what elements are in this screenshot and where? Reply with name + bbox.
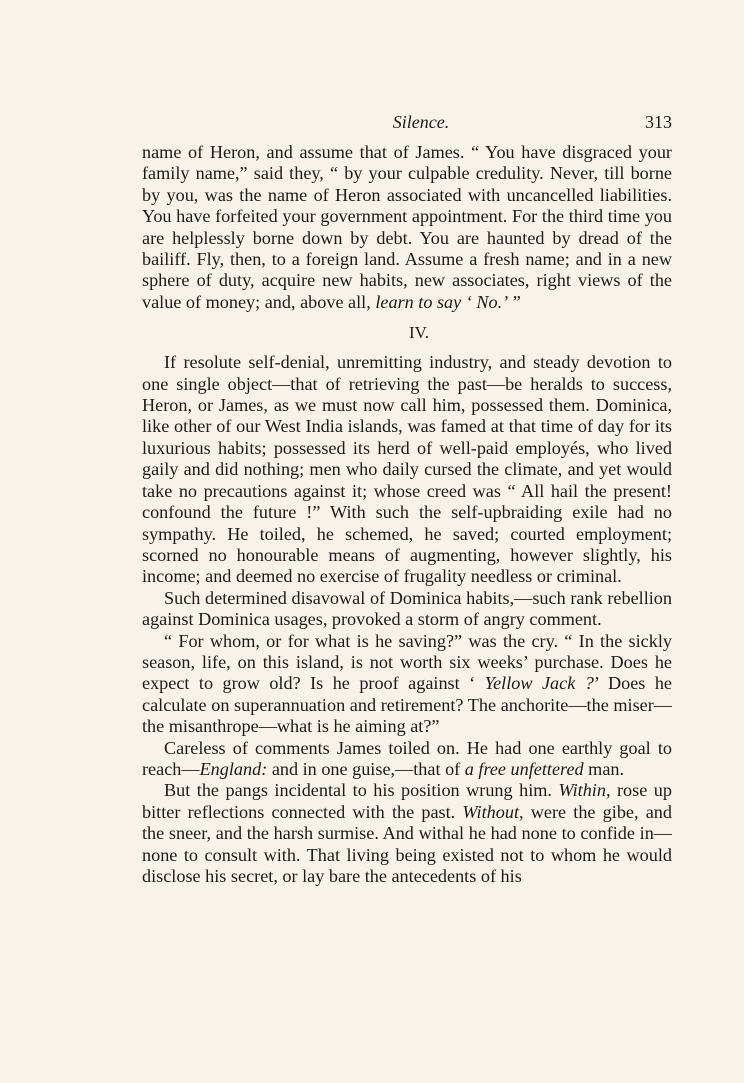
book-page [142, 112, 672, 887]
text-run: and in one guise,—that of [267, 758, 465, 779]
text-run: man. [583, 758, 625, 779]
text-run: Careless of comments James toiled on. He had one earthly goal to reach— [142, 737, 672, 779]
text-run: rose up bitter reflections connected with the past. [142, 780, 672, 822]
paragraph [142, 142, 672, 313]
paragraph [142, 780, 672, 887]
paragraph: If resolute self-denial, unremitting industry, and steady devotion to one single object—that of retrieving the past—be heralds to success, Heron, or James, as we must now call him, possessed them. Dominica, like other of our West India islands, was famed at that time of day for its luxurious habits; possessed its herd of well-paid employés, who lived gaily and did nothing; men who daily cursed the climate, and yet would take no precautions against it; whose creed was “ All hail the present! confound the future !” With such the self-upbraiding exile had no sympathy. He toiled, he schemed, he saved; courted employment; scorned no honourable means of augmenting, however slightly, his income; and deemed no exercise of frugality needless or criminal. [142, 352, 672, 587]
text-run: ” [508, 291, 521, 312]
page-number: 313 [645, 112, 672, 132]
text-run: ’ Does he calculate on superannuation and retirement? The anchorite—the miser—the misanthrope—what is he aiming at?” [142, 673, 672, 737]
italic-run: Without, [462, 801, 524, 822]
running-head [142, 112, 672, 142]
text-run: were the gibe, and the sneer, and the harsh surmise. And withal he had none to confide in—none to consult with. That living being existed not to whom he would disclose his secret, or lay bare the antecedents of his [142, 801, 672, 886]
italic-run: England: [199, 758, 268, 779]
italic-run: a free unfettered [464, 758, 584, 779]
running-title: Silence. [392, 112, 450, 132]
text-run: name of Heron, and assume that of James. “ You have disgraced your family name,” said they, “ by your culpable credulity. Never, till borne by you, was the name of Heron associated with uncancelled liabilities. You have forfeited your government appointment. For the third time you are helplessly borne down by debt. You are haunted by dread of the bailiff. Fly, then, to a foreign land. Assume a fresh name; and in a new sphere of duty, acquire new habits, new associates, right views of the value of money; and, above all, [142, 142, 672, 312]
body-text [142, 142, 672, 887]
italic-run: Within, [558, 780, 611, 801]
paragraph: Such determined disavowal of Dominica habits,—such rank rebellion against Dominica usages, provoked a storm of angry comment. [142, 587, 672, 630]
italic-run: Yellow Jack ? [484, 673, 594, 694]
paragraph [142, 631, 672, 738]
text-run: “ For whom, or for what is he saving?” was the cry. “ In the sickly season, life, on this island, is not worth six weeks’ purchase. Does he expect to grow old? Is he proof against ‘ [142, 630, 672, 694]
section-number: IV. [409, 323, 429, 343]
paragraph [142, 738, 672, 781]
text-run: But the pangs incidental to his position wrung him. [164, 780, 559, 801]
italic-run: learn to say ‘ No.’ [375, 291, 509, 312]
